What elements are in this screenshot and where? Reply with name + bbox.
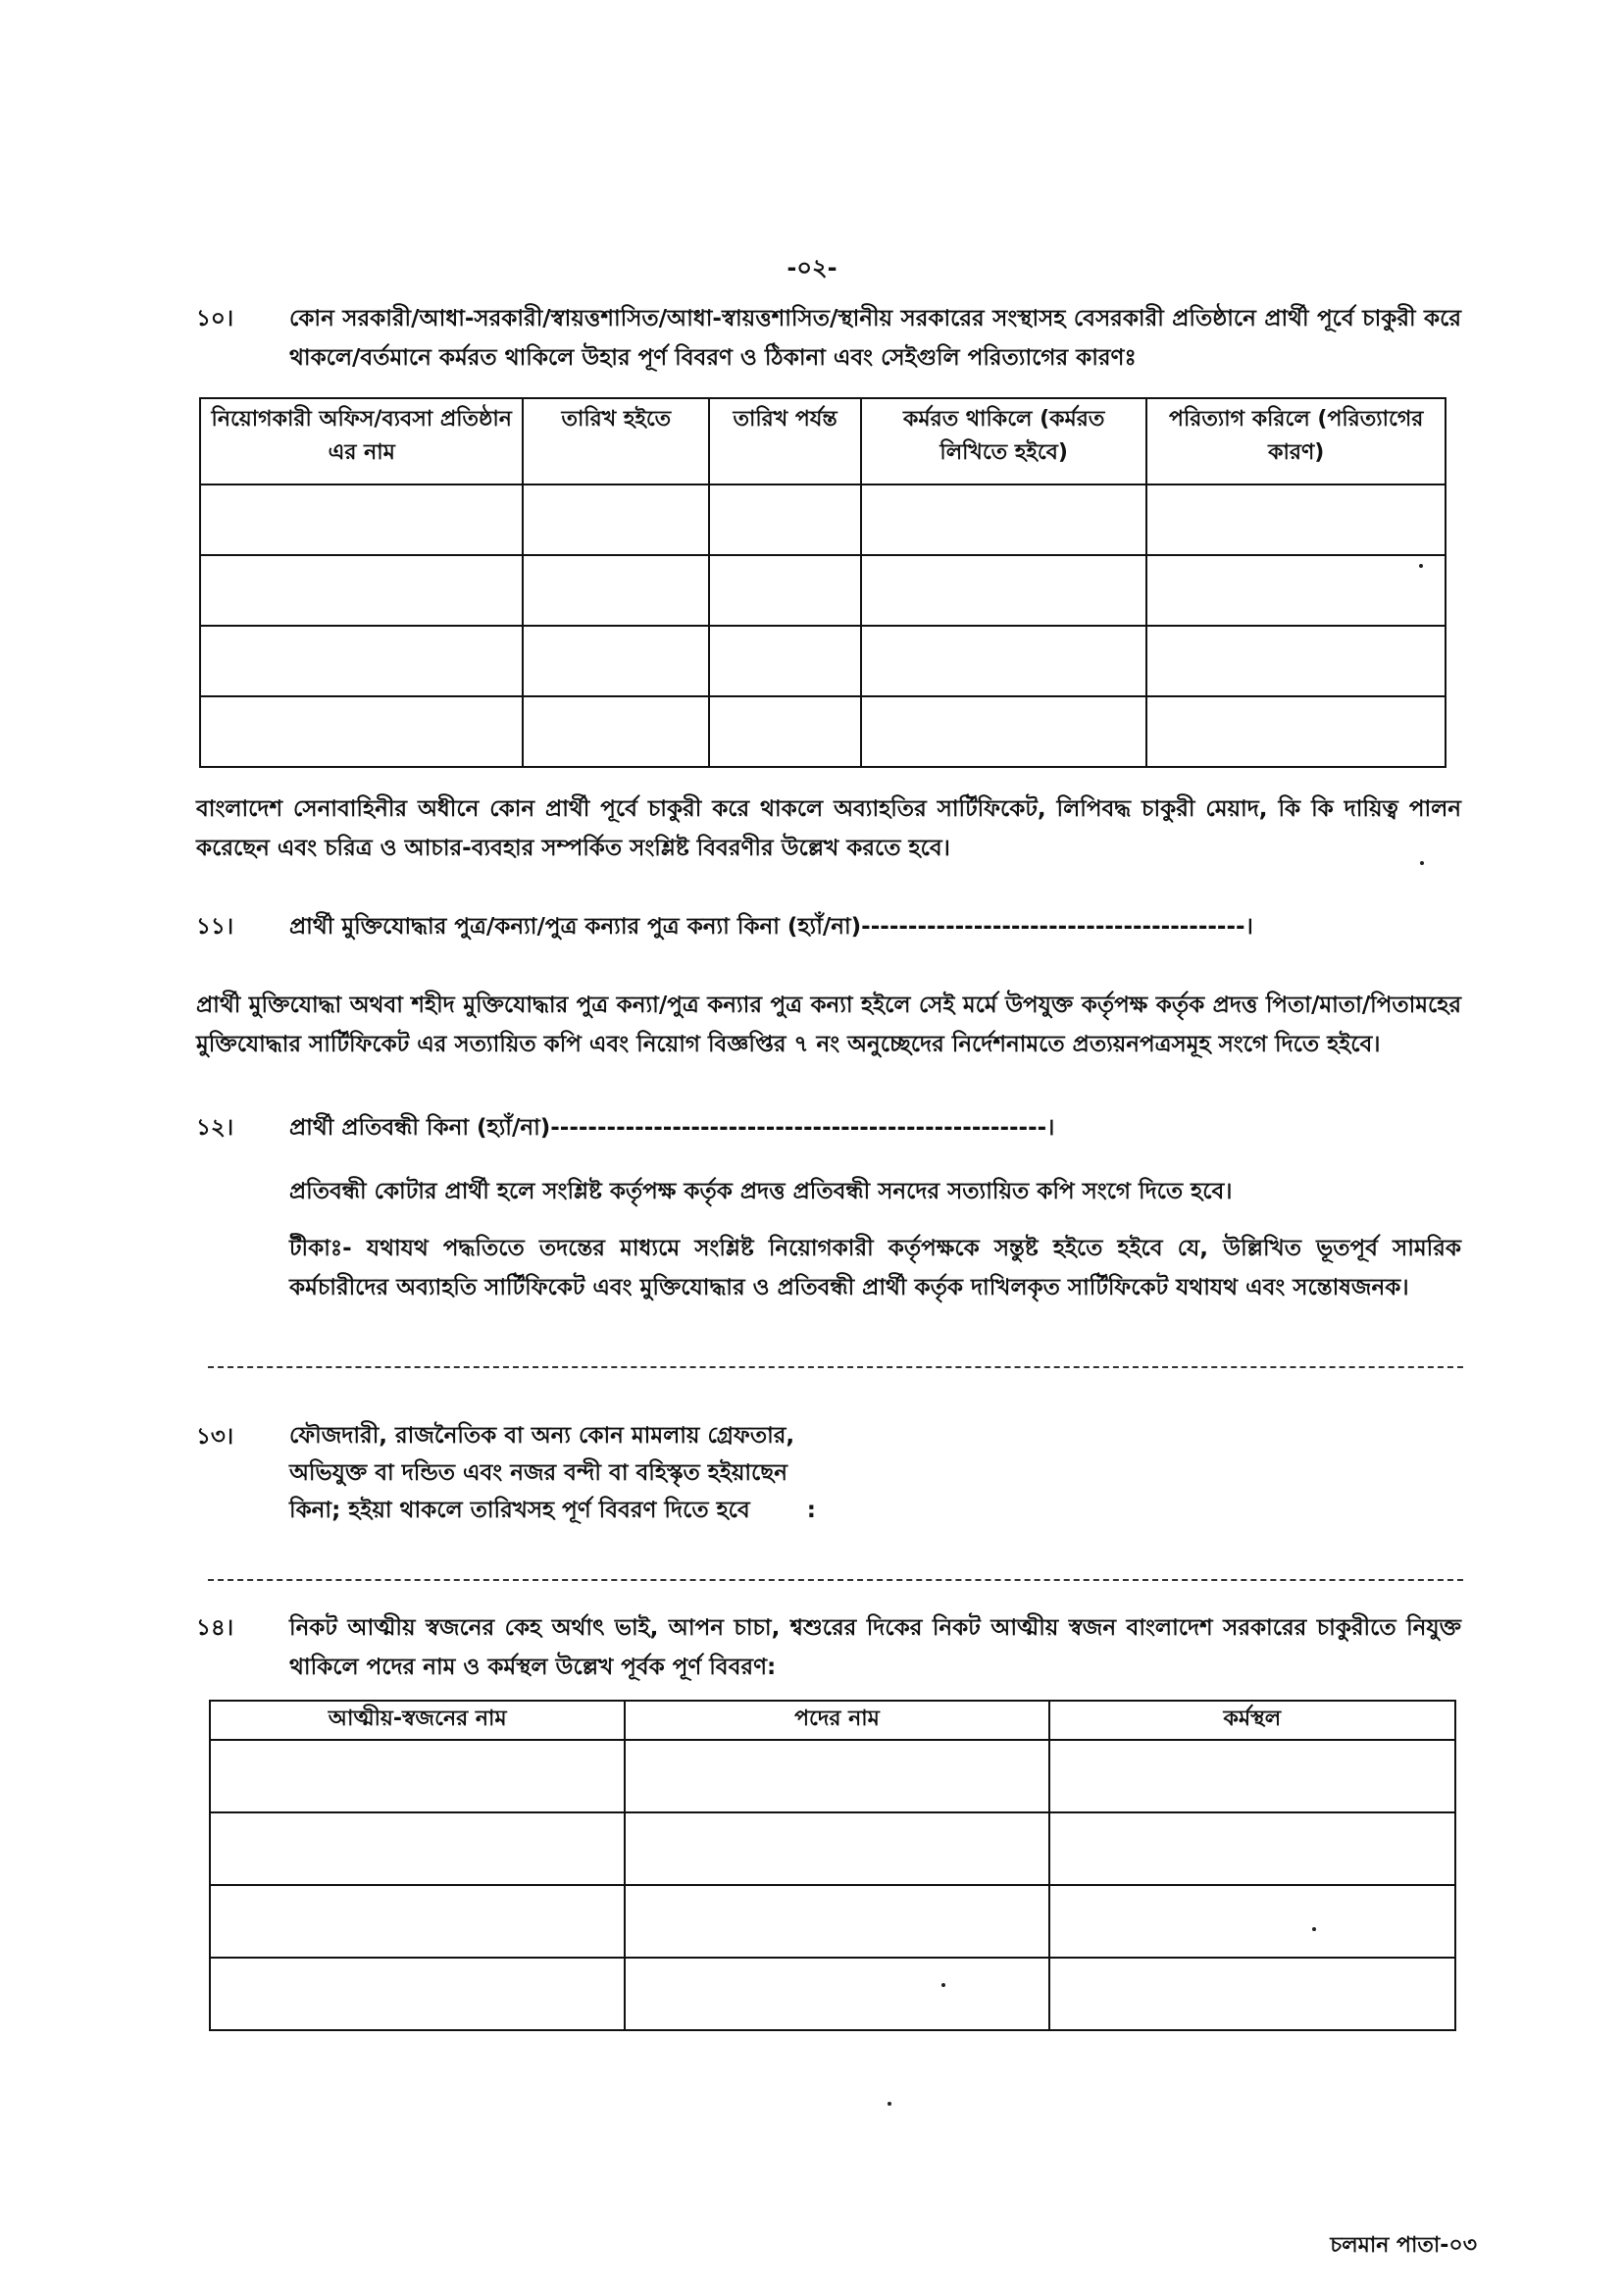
table-cell[interactable] (625, 1740, 1048, 1812)
question-text: প্রার্থী প্রতিবন্ধী কিনা (হ্যাঁ/না)-----------------------------------------------------। (289, 1115, 1055, 1141)
column-header: পদের নাম (625, 1701, 1048, 1740)
scan-speck (888, 2102, 891, 2106)
table-cell[interactable] (861, 626, 1146, 696)
question-number: ১১। (196, 914, 234, 940)
table-row (200, 696, 1446, 767)
answer-colon: : (806, 1498, 816, 1523)
table-row (200, 626, 1446, 696)
freedom-fighter-note: প্রার্থী মুক্তিযোদ্ধা অথবা শহীদ মুক্তিযোদ্ধার পুত্র কন্যা/পুত্র কন্যার পুত্র কন্যা হইলে সেই মর্মে উপযুক্ত কর্তৃপক্ষ কর্তৃক প্রদত্ত পিতা/মাতা/পিতামহের মুক্তিযোদ্ধার সার্টিফিকেট এর সত্যায়িত কপি এবং নিয়োগ বিজ্ঞপ্তির ৭ নং অনুচ্ছেদের নির্দেশনামতে প্রত্যয়নপত্রসমূহ সংগে দিতে হইবে। (196, 993, 1461, 1057)
table-cell[interactable] (1049, 1958, 1455, 2030)
question-line: অভিযুক্ত বা দন্ডিত এবং নজর বন্দী বা বহিস্কৃত হইয়াছেন (289, 1460, 787, 1486)
table-cell[interactable] (709, 626, 861, 696)
question-text: প্রার্থী মুক্তিযোদ্ধার পুত্র/কন্যা/পুত্র কন্যার পুত্র কন্যা কিনা (হ্যাঁ/না)-----------------------------------------। (289, 914, 1253, 940)
question-text: কোন সরকারী/আধা-সরকারী/স্বায়ত্তশাসিত/আধা-স্বায়ত্তশাসিত/স্থানীয় সরকারের সংস্থাসহ বেসরকারী প্রতিষ্ঠানে প্রার্থী পূর্বে চাকুরী করে থাকলে/বর্তমানে কর্মরত থাকিলে উহার পূর্ণ বিবরণ ও ঠিকানা এবং সেইগুলি পরিত্যাগের কারণঃ (289, 306, 1461, 371)
question-text: নিকট আত্মীয় স্বজনের কেহ অর্থাৎ ভাই, আপন চাচা, শ্বশুরের দিকের নিকট আত্মীয় স্বজন বাংলাদেশ সরকারের চাকুরীতে নিযুক্ত থাকিলে পদের নাম ও কর্মস্থল উল্লেখ পূর্বক পূর্ণ বিবরণ: (289, 1615, 1461, 1680)
column-header: তারিখ হইতে (523, 398, 709, 484)
table-cell[interactable] (625, 1885, 1048, 1958)
question-13 (196, 1417, 1461, 1529)
table-cell[interactable] (1146, 626, 1446, 696)
tika-text: যথাযথ পদ্ধতিতে তদন্তের মাধ্যমে সংশ্লিষ্ট নিয়োগকারী কর্তৃপক্ষকে সন্তুষ্ট হইতে হইবে যে, উল্লিখিত ভূতপূর্ব সামরিক কর্মচারীদের অব্যাহতি সার্টিফিকেট এবং মুক্তিযোদ্ধার ও প্রতিবন্ধী প্রার্থী কর্তৃক দাখিলকৃত সার্টিফিকেট যথাযথ এবং সন্তোষজনক। (289, 1236, 1461, 1300)
table-cell[interactable] (625, 1958, 1048, 2030)
table-cell[interactable] (200, 696, 523, 767)
table-header-row (210, 1701, 1455, 1740)
column-header: পরিত্যাগ করিলে (পরিত্যাগের কারণ) (1146, 398, 1446, 484)
table-cell[interactable] (709, 484, 861, 555)
army-service-note: বাংলাদেশ সেনাবাহিনীর অধীনে কোন প্রার্থী পূর্বে চাকুরী করে থাকলে অব্যাহতির সার্টিফিকেট, লিপিবদ্ধ চাকুরী মেয়াদ, কি কি দায়িত্ব পালন করেছেন এবং চরিত্র ও আচার-ব্যবহার সম্পর্কিত সংশ্লিষ্ট বিবরণীর উল্লেখ করতে হবে। (196, 796, 1461, 861)
column-header: আত্মীয়-স্বজনের নাম (210, 1701, 625, 1740)
tika-label: টীকাঃ- (289, 1236, 352, 1261)
question-14 (196, 1608, 1461, 1687)
question-10 (196, 299, 1461, 378)
table-cell[interactable] (523, 555, 709, 626)
scan-speck (1312, 1927, 1316, 1931)
table-row (210, 1958, 1455, 2030)
table-cell[interactable] (861, 484, 1146, 555)
table-row (210, 1740, 1455, 1812)
dashed-divider (208, 1579, 1463, 1581)
table-header-row (200, 398, 1446, 484)
table-cell[interactable] (200, 484, 523, 555)
question-11 (196, 907, 1461, 946)
table-cell[interactable] (1049, 1812, 1455, 1885)
table-cell[interactable] (861, 555, 1146, 626)
scan-speck (1419, 564, 1423, 568)
page-number: -০২- (787, 254, 837, 281)
table-cell[interactable] (210, 1740, 625, 1812)
question-number: ১৩। (196, 1424, 234, 1450)
employment-history-table (199, 397, 1446, 768)
table-cell[interactable] (1146, 555, 1446, 626)
table-cell[interactable] (200, 626, 523, 696)
column-header: কর্মরত থাকিলে (কর্মরত লিখিতে হইবে) (861, 398, 1146, 484)
table-row (210, 1812, 1455, 1885)
column-header: তারিখ পর্যন্ত (709, 398, 861, 484)
scan-speck (1420, 861, 1424, 865)
table-cell[interactable] (210, 1958, 625, 2030)
table-cell[interactable] (1049, 1740, 1455, 1812)
question-number: ১০। (196, 306, 234, 331)
table-cell[interactable] (861, 696, 1146, 767)
table-cell[interactable] (523, 696, 709, 767)
relatives-table (209, 1700, 1456, 2031)
table-cell[interactable] (523, 626, 709, 696)
tika-note (289, 1229, 1461, 1307)
table-cell[interactable] (210, 1812, 625, 1885)
table-cell[interactable] (523, 484, 709, 555)
question-number: ১২। (196, 1115, 234, 1141)
table-cell[interactable] (625, 1812, 1048, 1885)
table-row (210, 1885, 1455, 1958)
table-row (200, 555, 1446, 626)
column-header: কর্মস্থল (1049, 1701, 1455, 1740)
table-cell[interactable] (709, 696, 861, 767)
continued-page-footer: চলমান পাতা-০৩ (1330, 2233, 1477, 2258)
table-cell[interactable] (709, 555, 861, 626)
table-cell[interactable] (1049, 1885, 1455, 1958)
table-row (200, 484, 1446, 555)
dashed-divider (208, 1366, 1463, 1368)
question-line (289, 1492, 1461, 1529)
question-12 (196, 1108, 1461, 1147)
disability-note: প্রতিবন্ধী কোটার প্রার্থী হলে সংশ্লিষ্ট কর্তৃপক্ষ কর্তৃক প্রদত্ত প্রতিবন্ধী সনদের সত্যায়িত কপি সংগে দিতে হবে। (289, 1179, 1233, 1204)
question-line-text: কিনা; হইয়া থাকলে তারিখসহ পূর্ণ বিবরণ দিতে হবে (289, 1498, 750, 1523)
table-cell[interactable] (1146, 696, 1446, 767)
table-cell[interactable] (1146, 484, 1446, 555)
scan-speck (941, 1983, 945, 1987)
table-cell[interactable] (210, 1885, 625, 1958)
question-line: ফৌজদারী, রাজনৈতিক বা অন্য কোন মামলায় গ্রেফতার, (289, 1423, 795, 1449)
column-header: নিয়োগকারী অফিস/ব্যবসা প্রতিষ্ঠান এর নাম (200, 398, 523, 484)
table-cell[interactable] (200, 555, 523, 626)
question-number: ১৪। (196, 1615, 234, 1641)
